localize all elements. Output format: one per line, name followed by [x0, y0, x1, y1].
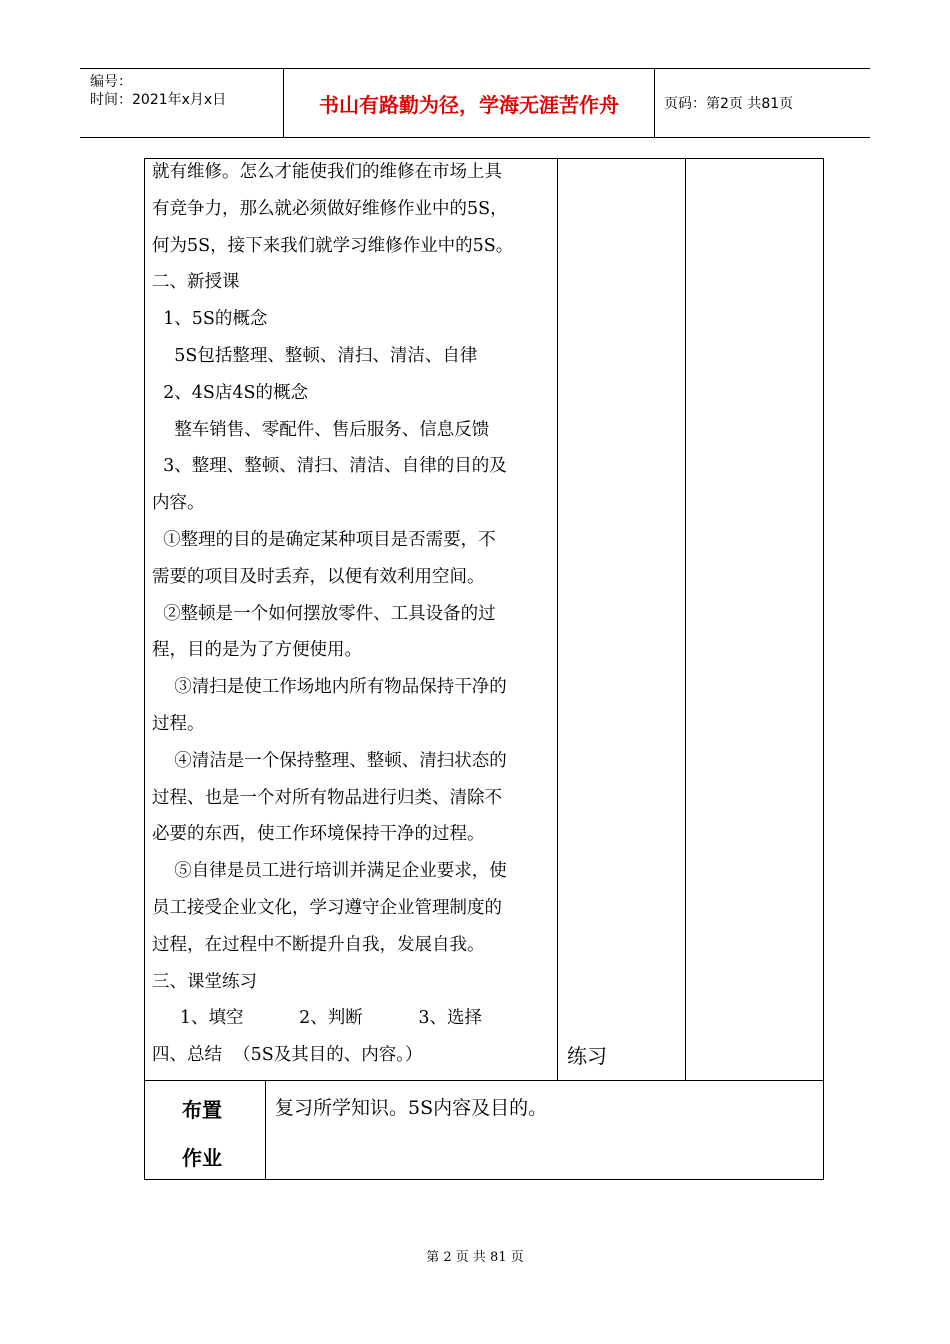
homework-label [144, 1080, 265, 1180]
lesson-line: 三、课堂练习 [152, 971, 257, 992]
lesson-line: ②整顿是一个如何摆放零件、工具设备的过 [152, 603, 496, 624]
column-divider [685, 158, 686, 1080]
lesson-line: 员工接受企业文化，学习遵守企业管理制度的 [152, 897, 502, 918]
header-page-info: 页码：第2页 共81页 [664, 96, 794, 112]
lesson-line: 程，目的是为了方便使用。 [152, 640, 362, 661]
homework-label-line2: 作业 [182, 1146, 222, 1170]
homework-label-line1: 布置 [182, 1098, 222, 1122]
lesson-line: 1、5S的概念 [152, 309, 268, 330]
serial-label: 编号： [90, 74, 132, 90]
homework-text: 复习所学知识。5S内容及目的。 [275, 1097, 548, 1119]
page-footer: 第 2 页 共 81 页 [426, 1250, 524, 1265]
lesson-line: 必要的东西，使工作环境保持干净的过程。 [152, 824, 485, 845]
lesson-line: 需要的项目及时丢弃，以便有效利用空间。 [152, 566, 485, 587]
lesson-line: 就有维修。怎么才能使我们的维修在市场上具 [152, 162, 502, 182]
page-header [80, 68, 870, 138]
lesson-line: 过程，在过程中不断提升自我，发展自我。 [152, 934, 485, 955]
lesson-line: 内容。 [152, 493, 205, 514]
lesson-line: ①整理的目的是确定某种项目是否需要，不 [152, 529, 496, 550]
lesson-line: ⑤自律是员工进行培训并满足企业要求，使 [152, 861, 507, 882]
lesson-line: 有竞争力，那么就必须做好维修作业中的5S， [152, 198, 508, 219]
header-motto: 书山有路勤为径，学海无涯苦作舟 [319, 92, 619, 117]
lesson-line: 何为5S，接下来我们就学习维修作业中的5S。 [152, 235, 514, 256]
column-divider [265, 1080, 266, 1180]
header-meta [80, 69, 283, 137]
lesson-line: 二、新授课 [152, 272, 240, 293]
lesson-line: ④清洁是一个保持整理、整顿、清扫状态的 [152, 750, 507, 771]
lesson-line: 过程、也是一个对所有物品进行归类、清除不 [152, 787, 502, 808]
lesson-line: 1、填空 2、判断 3、选择 [152, 1008, 482, 1029]
header-motto-cell [283, 69, 655, 137]
column-divider [557, 158, 558, 1080]
lesson-line: 四、总结 （5S及其目的、内容。） [152, 1045, 423, 1066]
lesson-line: 3、整理、整顿、清扫、清洁、自律的目的及 [152, 456, 507, 477]
student-activity: 练习 [567, 1044, 607, 1068]
lesson-line: 过程。 [152, 713, 205, 734]
lesson-line: 整车销售、零配件、售后服务、信息反馈 [152, 419, 490, 440]
lesson-line: 5S包括整理、整顿、清扫、清洁、自律 [152, 345, 478, 366]
lesson-line: 2、4S店4S的概念 [152, 382, 309, 403]
date-label: 时间：2021年x月x日 [90, 92, 227, 108]
lesson-line: ③清扫是使工作场地内所有物品保持干净的 [152, 677, 507, 698]
lesson-content [152, 154, 554, 1074]
